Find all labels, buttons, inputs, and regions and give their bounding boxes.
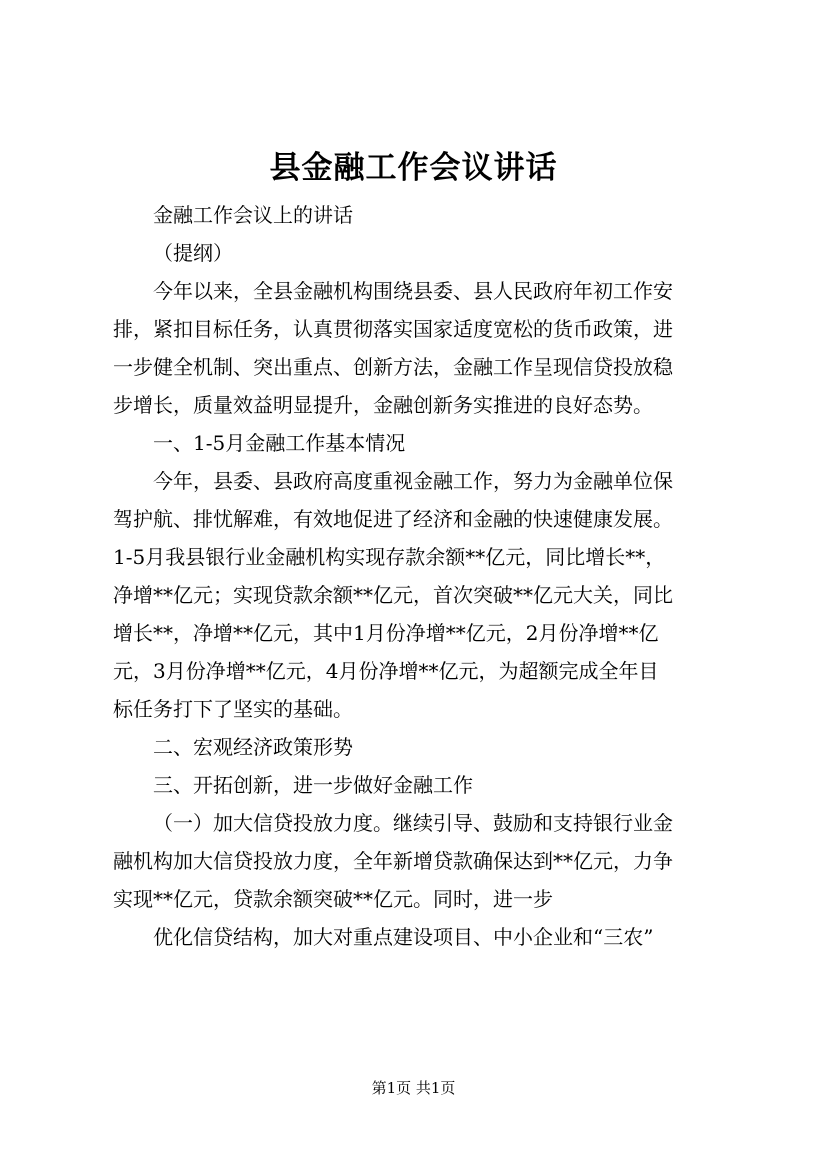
document-title: 县金融工作会议讲话 (269, 150, 558, 186)
outline-note: （提纲） (153, 241, 233, 265)
paragraph-line: 今年以来，全县金融机构围绕县委、县人民政府年初工作安 (153, 279, 673, 303)
paragraph-line: 1-5月我县银行业金融机构实现存款余额**亿元，同比增长**， (113, 545, 666, 569)
paragraph-line: （一）加大信贷投放力度。继续引导、鼓励和支持银行业金 (153, 811, 673, 835)
page-footer: 第1页 共1页 (371, 1079, 456, 1097)
paragraph-line: 元，3月份净增**亿元，4月份净增**亿元，为超额完成全年目 (113, 659, 659, 683)
paragraph-line: 步增长，质量效益明显提升，金融创新务实推进的良好态势。 (113, 393, 653, 417)
paragraph-line: 今年，县委、县政府高度重视金融工作，努力为金融单位保 (153, 469, 673, 493)
paragraph-line: 增长**，净增**亿元，其中1月份净增**亿元，2月份净增**亿 (113, 621, 659, 645)
paragraph-line: 优化信贷结构，加大对重点建设项目、中小企业和“三农” (153, 925, 654, 949)
paragraph-line: 一步健全机制、突出重点、创新方法，金融工作呈现信贷投放稳 (113, 355, 673, 379)
section-heading: 三、开拓创新，进一步做好金融工作 (153, 773, 473, 797)
paragraph-line: 驾护航、排忧解难，有效地促进了经济和金融的快速健康发展。 (113, 507, 673, 531)
paragraph-line: 融机构加大信贷投放力度，全年新增贷款确保达到**亿元，力争 (113, 849, 673, 873)
section-heading: 二、宏观经济政策形势 (153, 735, 353, 759)
paragraph-line: 净增**亿元；实现贷款余额**亿元，首次突破**亿元大关，同比 (113, 583, 673, 607)
paragraph-line: 标任务打下了坚实的基础。 (113, 697, 353, 721)
paragraph-line: 实现**亿元，贷款余额突破**亿元。同时，进一步 (113, 887, 553, 911)
document-body (113, 196, 725, 956)
section-heading: 一、1-5月金融工作基本情况 (153, 431, 406, 455)
paragraph-line: 排，紧扣目标任务，认真贯彻落实国家适度宽松的货币政策，进 (113, 317, 673, 341)
subtitle: 金融工作会议上的讲话 (153, 203, 353, 227)
